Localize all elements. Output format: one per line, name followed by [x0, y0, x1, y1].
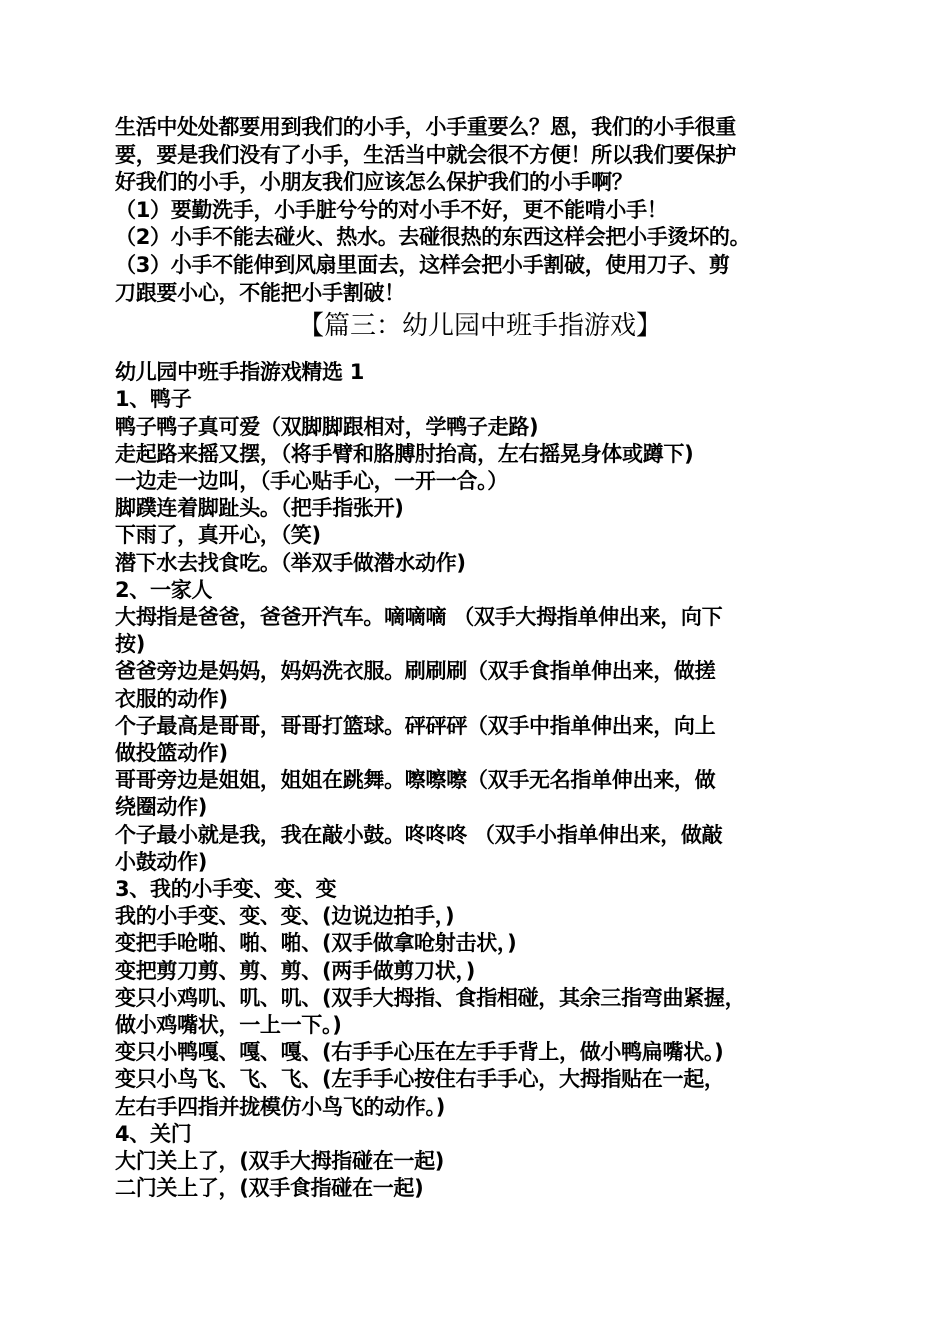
- text-line: 刀跟要小心，不能把小手割破！: [115, 280, 405, 305]
- document-content: [115, 114, 845, 1202]
- text-line: 变只小鸭嘎、嘎、嘎、(右手手心压在左手手背上，做小鸭扁嘴状。): [115, 1040, 724, 1065]
- text-line: 衣服的动作): [115, 686, 228, 711]
- finger-games-list: [115, 359, 845, 1202]
- text-line: 脚蹼连着脚趾头。（把手指张开): [115, 496, 404, 521]
- text-line: 一边走一边叫，（手心贴手心，一开一合。）: [115, 468, 508, 493]
- text-line: 个子最小就是我，我在敲小鼓。咚咚咚 （双手小指单伸出来，做敲: [115, 822, 723, 847]
- text-line: 爸爸旁边是妈妈，妈妈洗衣服。刷刷刷（双手食指单伸出来，做搓: [115, 659, 716, 684]
- text-line: 好我们的小手，小朋友我们应该怎么保护我们的小手啊？: [115, 170, 633, 195]
- text-line: 下雨了，真开心，（笑): [115, 523, 321, 548]
- text-line: 4、关门: [115, 1121, 192, 1146]
- text-line: （2）小手不能去碰火、热水。去碰很热的东西这样会把小手烫坏的。: [115, 225, 751, 250]
- text-line: 走起路来摇又摆，（将手臂和胳膊肘抬高，左右摇晃身体或蹲下): [115, 441, 694, 466]
- text-line: 生活中处处都要用到我们的小手，小手重要么？恩，我们的小手很重: [115, 115, 736, 139]
- text-line: 个子最高是哥哥，哥哥打篮球。砰砰砰（双手中指单伸出来，向上: [115, 713, 716, 738]
- text-line: 大门关上了，(双手大拇指碰在一起): [115, 1149, 445, 1174]
- text-line: 变只小鸡叽、叽、叽、(双手大拇指、食指相碰，其余三指弯曲紧握，: [115, 985, 746, 1010]
- text-line: 变只小鸟飞、飞、飞、(左手手心按住右手手心，大拇指贴在一起，: [115, 1067, 725, 1092]
- text-line: 3、我的小手变、变、变: [115, 877, 337, 902]
- text-line: 潜下水去找食吃。（举双手做潜水动作): [115, 550, 466, 575]
- text-line: 绕圈动作): [115, 795, 208, 820]
- text-line: 大拇指是爸爸，爸爸开汽车。嘀嘀嘀 （双手大拇指单伸出来，向下: [115, 604, 723, 629]
- text-line: 鸭子鸭子真可爱（双脚脚跟相对，学鸭子走路): [115, 414, 539, 439]
- text-line: 我的小手变、变、变、(边说边拍手，): [115, 904, 455, 929]
- text-line: 做投篮动作): [115, 741, 228, 765]
- intro-paragraph: [115, 114, 845, 307]
- text-line: 做小鸡嘴状，一上一下。): [115, 1013, 342, 1038]
- text-line: 幼儿园中班手指游戏精选 1: [115, 360, 365, 385]
- text-line: 二门关上了，(双手食指碰在一起): [115, 1176, 424, 1201]
- text-line: 左右手四指并拢模仿小鸟飞的动作。): [115, 1094, 445, 1119]
- text-line: 变把手呛啪、啪、啪、(双手做拿呛射击状，): [115, 931, 517, 956]
- text-line: 1、鸭子: [115, 387, 192, 412]
- text-line: 2、一家人: [115, 577, 213, 602]
- text-line: （3）小手不能伸到风扇里面去，这样会把小手割破，使用刀子、剪: [115, 252, 730, 277]
- text-line: 小鼓动作): [115, 849, 208, 874]
- text-line: 哥哥旁边是姐姐，姐姐在跳舞。嚓嚓嚓（双手无名指单伸出来，做: [115, 768, 716, 793]
- section-heading: 【篇三：幼儿园中班手指游戏】: [297, 311, 662, 342]
- text-line: 按): [115, 632, 145, 657]
- text-line: 要，要是我们没有了小手，生活当中就会很不方便！所以我们要保护: [115, 142, 736, 167]
- text-line: 变把剪刀剪、剪、剪、(两手做剪刀状，): [115, 958, 475, 983]
- text-line: （1）要勤洗手，小手脏兮兮的对小手不好，更不能啃小手！: [115, 197, 668, 222]
